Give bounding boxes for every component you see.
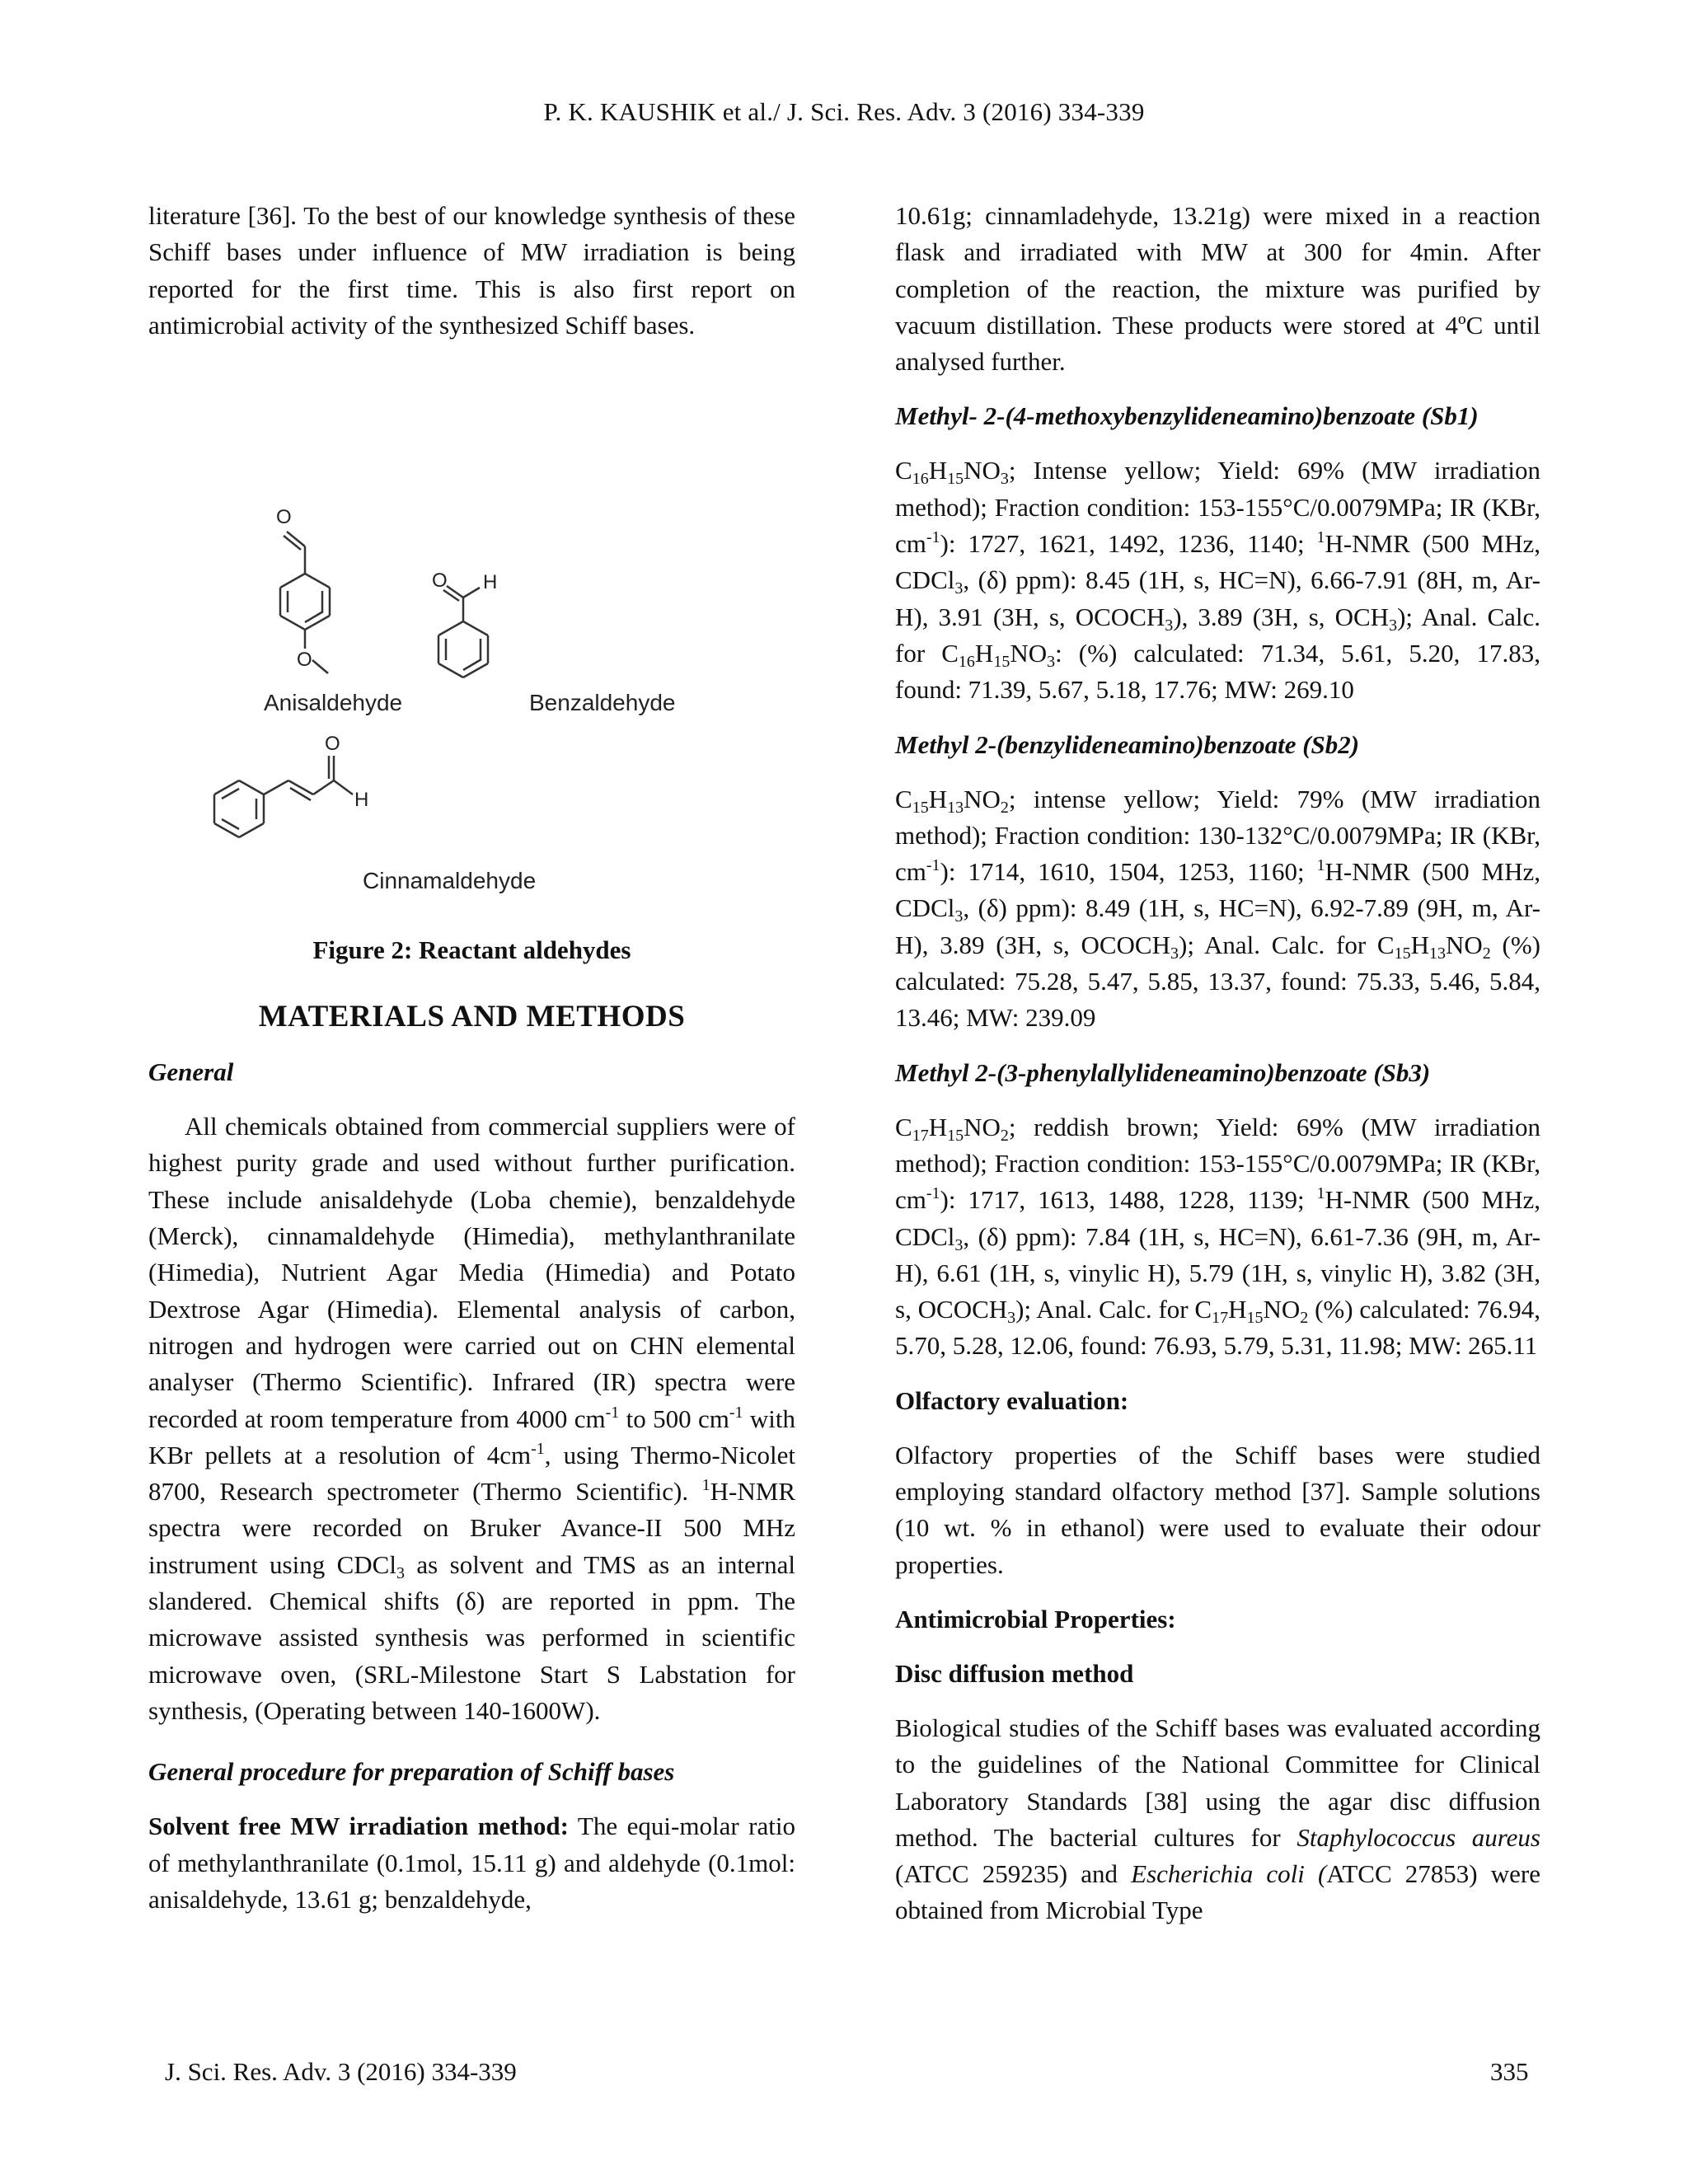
general-paragraph: All chemicals obtained from commercial suppliers were of highest purity grade and used without further purification. These include anisaldehyde (Loba chemie), benzaldehyde (Merck), cinnamaldehyde (Himedia), methylanthranilate (Himedia), Nutrient Agar Media (Himedia) and Potato Dextrose Agar (Himedia). Elemental analysis of carbon, nitrogen and hydrogen were carried out on CHN elemental analyser (Thermo Scientific). Infrared (IR) spectra were recorded at room temperature from 4000 $cm^{-1}$ to 500 $cm^{-1}$ with KBr pellets at a resolution of $4cm^{-1}$, using Thermo-Nicolet 8700, Research spectrometer (Thermo Scientific). $^1$H-NMR spectra were recorded on Bruker Avance-II 500 MHz instrument using CDCl$_3$ as solvent and TMS as an internal slandered. Chemical shifts (δ) are reported in ppm. The microwave assisted synthesis was performed in scientific microwave oven, (SRL-Milestone Start S Labstation for synthesis, (Operating between 140-1600W). [148,1112,795,1725]
disc-diffusion-paragraph: Biological studies of the Schiff bases was evaluated according to the guidelines of the National Committee for Clinical Laboratory Standards [38] using the agar disc diffusion method. The bacterial cultures for Staphylococcus aureus (ATCC 259235) and Escherichia coli (ATCC 27853) were obtained from Microbial Type [895,1713,1540,1925]
sb1-heading: Methyl- 2-(4-methoxybenzylideneamino)benzoate (Sb1) [895,401,1479,431]
sb3-paragraph: $C_{17}H_{15}NO_2$; reddish brown; Yield: 69% (MW irradiation method); Fraction condition: 153-155°C/0.0079MPa; IR (KBr, $cm^{-1}$): 1717, 1613, 1488, 1228, 1139; $^1$H-NMR (500 MHz, CDCl$_3$, (δ) ppm): 7.84 (1H, s, HC=N), 6.61-7.36 (9H, m, Ar-H), 6.61 (1H, s, vinylic H), 5.79 (1H, s, vinylic H), 3.82 (3H, s, $OCOCH_3$); Anal. Calc. for $C_{17}H_{15}NO_2$ (%) calculated: 76.94, 5.70, 5.28, 12.06, found: 76.93, 5.79, 5.31, 11.98; MW: 265.11 [895,1112,1540,1361]
atom-o: O [276,506,292,529]
intro-paragraph: literature [36]. To the best of our knowledge synthesis of these Schiff bases under influence of MW irradiation is being reported for the first time. This is also first report on antimicrobial activity of the synthesized Schiff bases. [148,201,795,340]
left-column [148,198,795,1918]
procedure-continuation: 10.61g; cinnamladehyde, 13.21g) were mixed in a reaction flask and irradiated with MW at 300 for 4min. After completion of the reaction, the mixture was purified by vacuum distillation. These products were stored at 4ºC until analysed further. [895,201,1540,377]
figure-2 [148,372,795,932]
right-column [895,198,1540,1929]
anisaldehyde-label: Anisaldehyde [264,690,403,716]
atom-h: H [354,789,369,812]
aldehyde-structures [148,372,795,899]
footer-journal: J. Sci. Res. Adv. 3 (2016) 334-339 [165,2057,517,2086]
benzaldehyde-structure [438,586,488,677]
procedure-heading: General procedure for preparation of Schiff bases [148,1757,675,1787]
cinnamaldehyde-structure [214,756,353,837]
running-header: P. K. KAUSHIK et al./ J. Sci. Res. Adv. 3 (2016) 334-339 [543,97,1145,126]
disc-diffusion-heading: Disc diffusion method [895,1658,1134,1688]
sb3-heading: Methyl 2-(3-phenylallylideneamino)benzoate (Sb3) [895,1057,1431,1087]
solvent-free-paragraph: Solvent free MW irradiation method: The equi-molar ratio of methylanthranilate (0.1mol, 15.11 g) and aldehyde (0.1mol: anisaldehyde, 13.61 g; benzaldehyde, [148,1811,795,1914]
benzaldehyde-label: Benzaldehyde [529,690,676,716]
general-heading: General [148,1057,234,1087]
sb2-heading: Methyl 2-(benzylideneamino)benzoate (Sb2) [895,729,1360,759]
page-number: 335 [1490,2057,1529,2086]
section-title: MATERIALS AND METHODS [258,1000,686,1034]
olfactory-paragraph: Olfactory properties of the Schiff bases were studied employing standard olfactory method [37]. Sample solutions (10 wt. % in ethanol) were used to evaluate their odour properties. [895,1440,1540,1579]
antimicrobial-heading: Antimicrobial Properties: [895,1604,1176,1633]
sb1-paragraph: $C_{16}H_{15}NO_3$; Intense yellow; Yield: 69% (MW irradiation method); Fraction condition: 153-155°C/0.0079MPa; IR (KBr, $cm^{-1}$): 1727, 1621, 1492, 1236, 1140; $^1$H-NMR (500 MHz, CDCl$_3$, (δ) ppm): 8.45 (1H, s, HC=N), 6.66-7.91 (8H, m, Ar-H), 3.91 (3H, s, $OCOCH_3$), 3.89 (3H, s, $OCH_3$); Anal. Calc. for $C_{16}H_{15}NO_3$: (%) calculated: 71.34, 5.61, 5.20, 17.83, found: 71.39, 5.67, 5.18, 17.76; MW: 269.10 [895,456,1540,705]
figure-caption: Figure 2: Reactant aldehydes [312,935,631,965]
atom-o: O [297,649,312,672]
atom-o: O [325,733,340,756]
atom-o: O [432,569,448,593]
atom-h: H [483,571,498,594]
olfactory-heading: Olfactory evaluation: [895,1385,1129,1415]
sb2-paragraph: $C_{15}H_{13}NO_2$; intense yellow; Yield: 79% (MW irradiation method); Fraction condition: 130-132°C/0.0079MPa; IR (KBr, $cm^{-1}$): 1714, 1610, 1504, 1253, 1160; $^1$H-NMR (500 MHz, CDCl$_3$, (δ) ppm): 8.49 (1H, s, HC=N), 6.92-7.89 (9H, m, Ar-H), 3.89 (3H, s, $OCOCH_3$); Anal. Calc. for $C_{15}H_{13}NO_2$ (%) calculated: 75.28, 5.47, 5.85, 13.37, found: 75.33, 5.46, 5.84, 13.46; MW: 239.09 [895,784,1540,1033]
cinnamaldehyde-label: Cinnamaldehyde [363,868,537,894]
